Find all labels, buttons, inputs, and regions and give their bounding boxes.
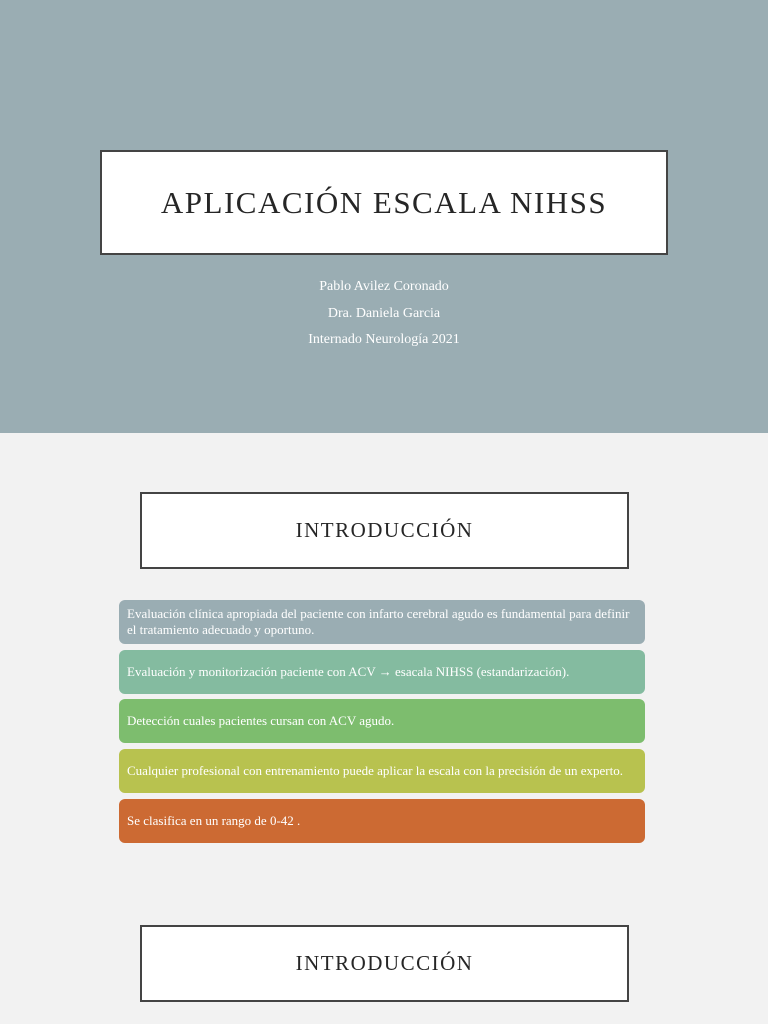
- intro-heading-box: [140, 492, 629, 569]
- next-heading: INTRODUCCIÓN: [295, 951, 474, 975]
- bullet-text: Cualquier profesional con entrenamiento puede aplicar la escala con la precisión de un experto.: [127, 763, 623, 778]
- title-box: [100, 150, 668, 255]
- bullet-item: [119, 600, 645, 644]
- intro-heading: INTRODUCCIÓN: [295, 518, 474, 542]
- bullet-item: [119, 699, 645, 743]
- bullet-text: Evaluación clínica apropiada del paciente con infarto cerebral agudo es fundamental para definir el tratamiento adecuado y oportuno.: [127, 606, 630, 637]
- bullet-item: [119, 749, 645, 793]
- next-heading-box: [140, 925, 629, 1002]
- bullet-text: Detección cuales pacientes cursan con ACV agudo.: [127, 713, 395, 728]
- bullet-text: Evaluación y monitorización paciente con ACV → esacala NIHSS (estandarización).: [127, 664, 570, 679]
- program-name: Internado Neurología 2021: [308, 332, 460, 347]
- bullet-item: [119, 650, 645, 694]
- bullet-item: [119, 799, 645, 843]
- bullet-text: Se clasifica en un rango de 0-42 .: [127, 813, 301, 828]
- author-name: Pablo Avilez Coronado: [319, 279, 449, 294]
- presentation-title: APLICACIÓN ESCALA NIHSS: [160, 184, 608, 220]
- supervisor-name: Dra. Daniela Garcia: [327, 306, 441, 321]
